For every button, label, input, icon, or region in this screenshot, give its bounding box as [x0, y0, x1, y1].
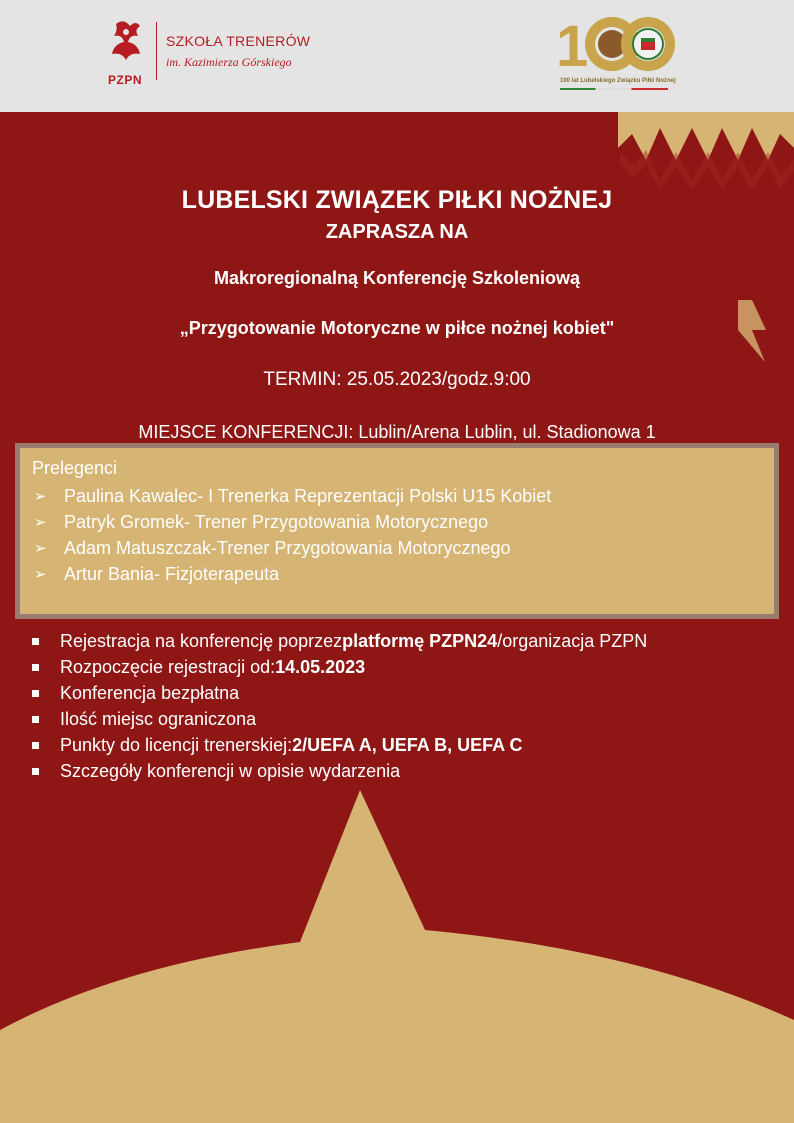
speaker-item: ➢ Patryk Gromek- Trener Przygotowania Motorycznego	[34, 511, 489, 532]
speakers-box	[15, 443, 779, 619]
speaker-item: ➢ Artur Bania- Fizjoterapeuta	[34, 563, 280, 584]
square-bullet-icon	[32, 742, 39, 749]
arrow-bullet-icon: ➢	[34, 488, 47, 505]
arrow-bullet-icon: ➢	[34, 566, 47, 583]
square-bullet-icon	[32, 690, 39, 697]
school-subtitle: im. Kazimierza Górskiego	[166, 55, 292, 69]
speakers-list	[34, 483, 551, 587]
invites-text: ZAPRASZA NA	[325, 221, 469, 243]
speakers-title: Prelegenci	[32, 458, 118, 478]
ground-shape	[0, 790, 794, 1123]
svg-text:1: 1	[556, 14, 589, 78]
event-type: Makroregionalną Konferencję Szkoleniową	[213, 268, 581, 288]
info-free: Konferencja bezpłatna	[32, 680, 647, 706]
speaker-item: ➢ Adam Matuszczak-Trener Przygotowania Motorycznego	[34, 537, 511, 558]
speaker-item: ➢ Paulina Kawalec- I Trenerka Reprezentacji Polski U15 Kobiet	[34, 485, 552, 506]
pzpn-label: PZPN	[108, 73, 143, 87]
anniversary-text: 100 lat Lubelskiego Związku Piłki Nożnej	[560, 78, 676, 84]
square-bullet-icon	[32, 716, 39, 723]
info-details: Szczegóły konferencji w opisie wydarzenia	[32, 758, 647, 784]
info-registration-start: Rozpoczęcie rejestracji od: 14.05.2023	[32, 654, 647, 680]
event-date: TERMIN: 25.05.2023/godz.9:00	[263, 369, 531, 390]
info-license-points: Punkty do licencji trenerskiej: 2/UEFA A, UEFA B, UEFA C	[32, 732, 647, 758]
info-list	[32, 628, 647, 784]
info-registration: Rejestracja na konferencję poprzez platformę PZPN24 /organizacja PZPN	[32, 628, 647, 654]
info-limited-seats: Ilość miejsc ograniczona	[32, 706, 647, 732]
arrow-bullet-icon: ➢	[34, 540, 47, 557]
square-bullet-icon	[32, 664, 39, 671]
arrow-bullet-icon: ➢	[34, 514, 47, 531]
event-title: „Przygotowanie Motoryczne w piłce nożnej kobiet"	[179, 318, 615, 338]
school-name: SZKOŁA TRENERÓW	[166, 33, 311, 49]
square-bullet-icon	[32, 768, 39, 775]
square-bullet-icon	[32, 638, 39, 645]
event-location: MIEJSCE KONFERENCJI: Lublin/Arena Lublin, ul. Stadionowa 1	[138, 422, 656, 442]
organizer-title: LUBELSKI ZWIĄZEK PIŁKI NOŻNEJ	[181, 186, 613, 214]
